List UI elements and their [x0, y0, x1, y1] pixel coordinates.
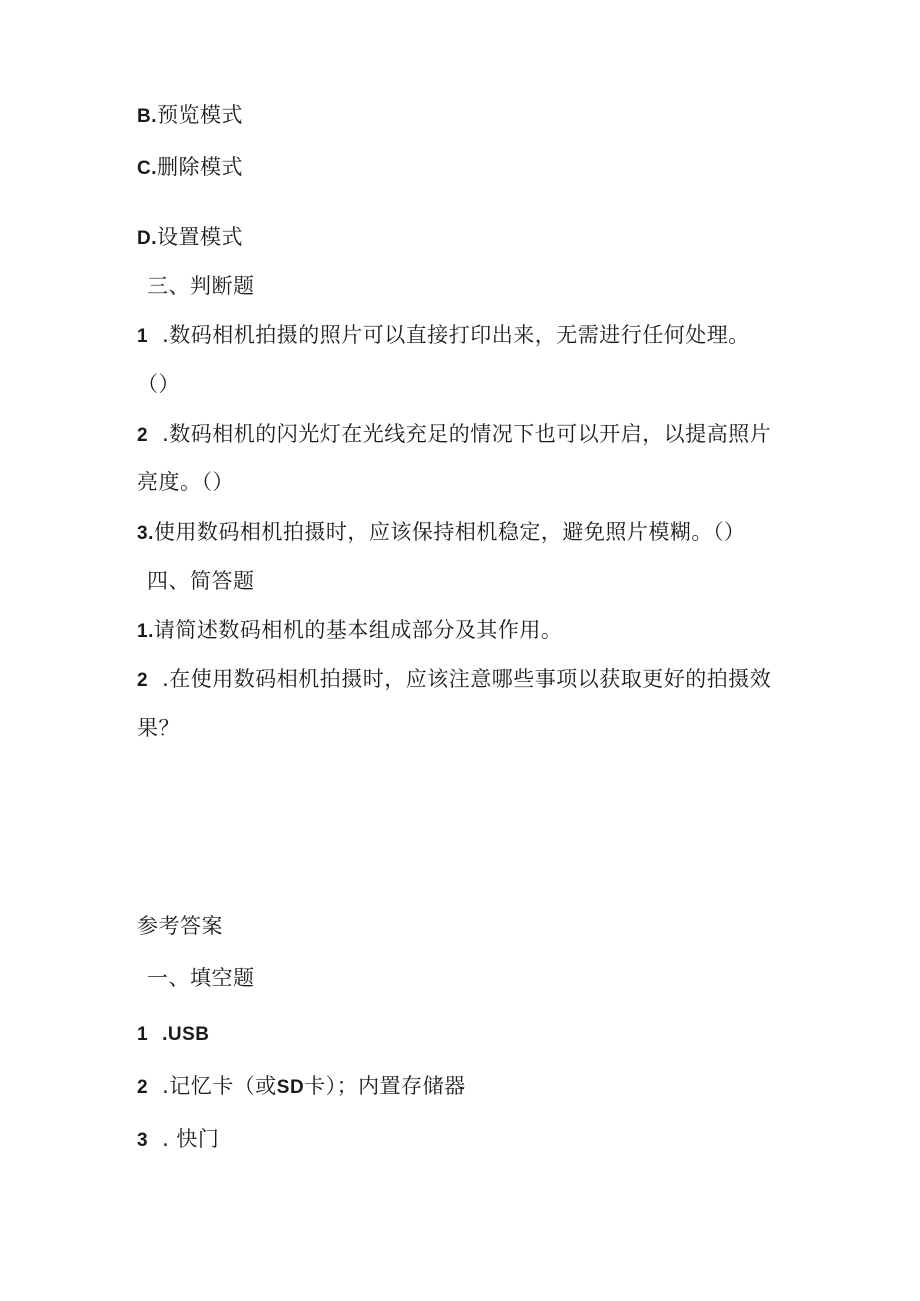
- short-item-1: [137, 615, 562, 647]
- short-item-2-line-1: [137, 664, 771, 696]
- short-item-2-text: .在使用数码相机拍摄时，应该注意哪些事项以获取更好的拍摄效: [162, 667, 772, 691]
- option-c-label: C.: [137, 158, 157, 179]
- answer-3: [137, 1124, 219, 1156]
- option-d: [137, 222, 243, 254]
- section-short-title: 四、简答题: [147, 569, 255, 593]
- judge-item-3-num: 3.: [137, 523, 154, 544]
- answers-fill-title: 一、填空题: [147, 966, 255, 990]
- option-b: [137, 100, 243, 132]
- judge-item-1-line-2: （）: [137, 372, 180, 396]
- judge-item-2-line-2: 亮度。（）: [137, 470, 234, 494]
- short-item-1-num: 1.: [137, 621, 154, 642]
- judge-item-1-text: .数码相机拍摄的照片可以直接打印出来，无需进行任何处理。: [162, 323, 750, 347]
- judge-item-3-text: 使用数码相机拍摄时，应该保持相机稳定，避免照片模糊。（）: [153, 520, 746, 544]
- short-item-2-line-2: 果？: [137, 716, 180, 740]
- option-d-label: D.: [137, 228, 157, 249]
- answer-2-text-pre: .记忆卡（或: [162, 1074, 277, 1098]
- answer-2-text-post: 卡）；内置存储器: [304, 1074, 466, 1098]
- option-b-label: B.: [137, 106, 157, 127]
- option-b-text: 预览模式: [157, 103, 243, 127]
- option-c-text: 删除模式: [157, 155, 243, 179]
- option-c: [137, 152, 243, 184]
- answer-3-num: 3: [137, 1130, 149, 1151]
- option-d-text: 设置模式: [157, 225, 243, 249]
- answer-2: [137, 1071, 466, 1103]
- answer-1: [137, 1018, 209, 1050]
- answer-2-text-bold: SD: [276, 1077, 305, 1098]
- section-judge-title: 三、判断题: [147, 274, 255, 298]
- judge-item-1-line-1: [137, 320, 750, 352]
- answer-1-text: .USB: [162, 1024, 210, 1045]
- answer-2-num: 2: [137, 1077, 149, 1098]
- answers-title: 参考答案: [137, 914, 223, 938]
- judge-item-2-num: 2: [137, 425, 149, 446]
- judge-item-3: [137, 517, 745, 549]
- short-item-1-text: 请简述数码相机的基本组成部分及其作用。: [153, 618, 563, 642]
- short-item-2-num: 2: [137, 670, 149, 691]
- judge-item-2-text: .数码相机的闪光灯在光线充足的情况下也可以开启，以提高照片: [162, 422, 772, 446]
- judge-item-2-line-1: [137, 419, 771, 451]
- answer-1-num: 1: [137, 1024, 149, 1045]
- answer-3-text: . 快门: [162, 1127, 220, 1151]
- judge-item-1-num: 1: [137, 326, 149, 347]
